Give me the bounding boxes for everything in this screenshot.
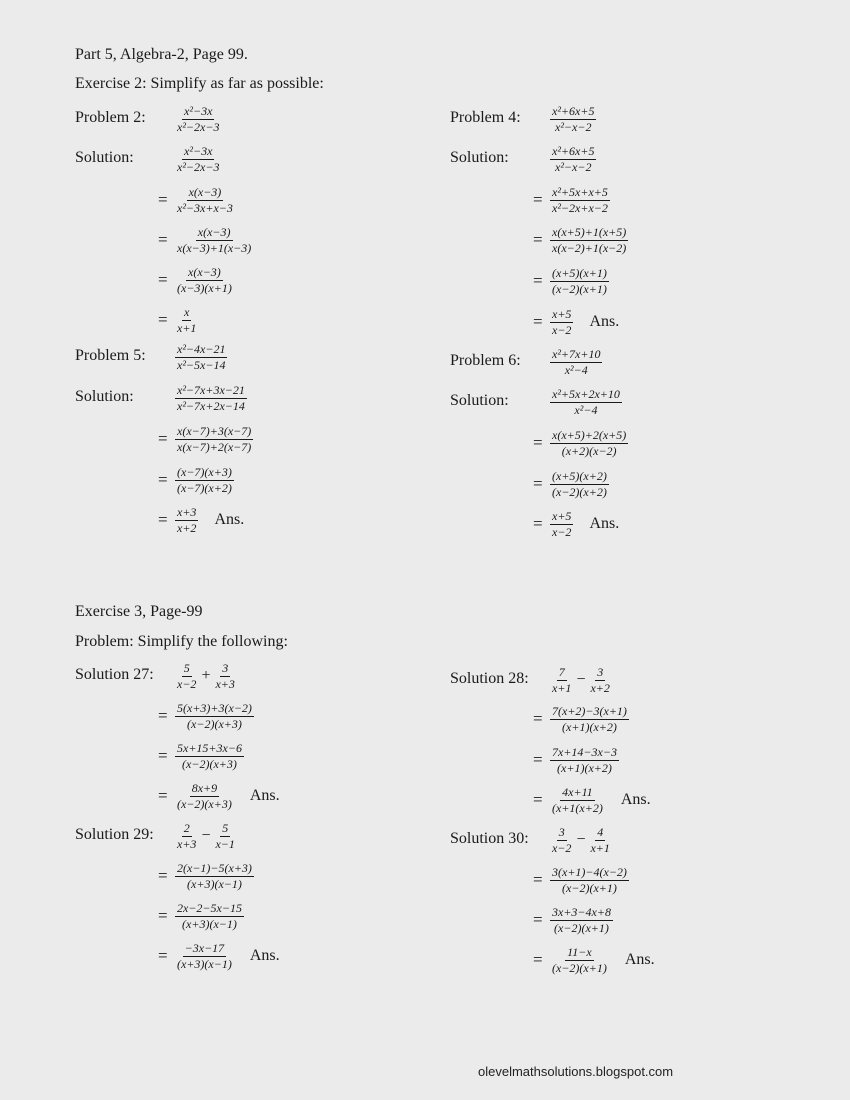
expression-row [158,378,247,418]
expression-row [158,656,237,696]
equals-sign: = [158,906,168,925]
denominator: (x+1)(x+2) [562,719,617,734]
denominator: x(x−2)+1(x−2) [552,240,627,255]
expression-row [158,337,227,377]
fraction [175,901,244,932]
fraction [550,104,596,135]
numerator: 7(x+2)−3(x+1) [552,703,627,718]
denominator: x−2 [177,676,197,691]
numerator: x(x−3) [197,224,231,239]
denominator: (x−3)(x+1) [177,280,232,295]
problem-label: Solution: [450,392,509,409]
fraction [175,144,221,175]
expression-row [533,660,612,700]
equals-sign: = [533,433,543,452]
fraction [213,821,236,852]
numerator: 2(x−1)−5(x+3) [177,860,252,875]
fraction [175,505,198,536]
numerator: x(x−7)+3(x−7) [177,423,252,438]
denominator: (x−2)(x+3) [177,796,232,811]
numerator: 2x−2−5x−15 [177,900,242,915]
numerator: 3 [597,664,604,679]
expression-row [533,820,612,860]
denominator: (x−2)(x+1) [554,920,609,935]
numerator: x+5 [552,508,572,523]
denominator: x²−2x−3 [177,119,220,134]
denominator: (x+3)(x−1) [187,876,242,891]
numerator: 3 [222,660,229,675]
equals-sign: = [533,870,543,889]
answer-label: Ans. [249,947,280,964]
footer-url: olevelmathsolutions.blogspot.com [478,1064,674,1079]
denominator: (x−2)(x+1) [562,880,617,895]
numerator: 11−x [567,944,592,959]
denominator: x²−x−2 [555,119,592,134]
expression-row [533,99,596,139]
equals-sign: = [533,474,543,493]
equation-step [158,776,280,816]
answer-label: Ans. [589,515,620,532]
denominator: x−2 [552,840,572,855]
answer-label: Ans. [620,791,651,808]
operator: − [201,827,211,844]
denominator: x−1 [215,836,235,851]
fraction [550,945,609,976]
denominator: x²−x−2 [555,159,592,174]
equation-step [533,900,613,940]
numerator: x [184,304,190,319]
fraction [175,265,234,296]
expression-row [158,816,237,856]
equals-sign: = [158,786,168,805]
operator: − [576,671,586,688]
equals-sign: = [533,709,543,728]
problem-label: Solution 30: [450,830,529,847]
equation-step [158,260,234,300]
equals-sign: = [158,746,168,765]
equation-step [533,940,655,980]
problem-label: Solution: [75,149,134,166]
numerator: 5(x+3)+3(x−2) [177,700,252,715]
equation-step [158,736,244,776]
numerator: x²+7x+10 [552,346,601,361]
expression-row [533,342,602,382]
equals-sign: = [158,310,168,329]
numerator: x²−3x [184,103,213,118]
fraction [550,469,609,500]
equation-step [158,936,280,976]
fraction [175,383,247,414]
expression-row [533,139,596,179]
fraction [550,144,596,175]
equation-step [533,220,628,260]
equation-step [533,740,619,780]
numerator: (x+5)(x+1) [552,265,607,280]
numerator: x(x−3) [188,184,222,199]
denominator: x²−2x+x−2 [552,200,608,215]
equals-sign: = [158,190,168,209]
denominator: (x−2)(x+3) [182,756,237,771]
numerator: 5 [183,660,190,675]
numerator: x²−7x+3x−21 [177,382,245,397]
fraction [550,266,609,297]
answer-label: Ans. [214,511,245,528]
denominator: x²−2x−3 [177,159,220,174]
denominator: x(x−7)+2(x−7) [177,439,252,454]
denominator: x+1 [552,680,572,695]
numerator: x+3 [177,504,197,519]
equation-step [533,464,609,504]
equals-sign: = [533,230,543,249]
problem-label: Solution 28: [450,670,529,687]
equation-step [158,220,253,260]
equals-sign: = [533,790,543,809]
numerator: x²+5x+2x+10 [552,386,620,401]
fraction [550,307,573,338]
fraction [213,661,236,692]
denominator: (x−2)(x+1) [552,281,607,296]
numerator: x(x+5)+1(x+5) [552,224,627,239]
equation-step [533,180,610,220]
problem-label: Solution: [75,388,134,405]
problem-label: Problem 2: [75,109,146,126]
equation-step [533,504,619,544]
equation-step [533,860,629,900]
fraction [550,865,629,896]
denominator: (x−2)(x+1) [552,960,607,975]
fraction [588,665,611,696]
fraction [550,745,619,776]
numerator: 4 [597,824,604,839]
fraction [550,347,602,378]
numerator: 7x+14−3x−3 [552,744,617,759]
equals-sign: = [158,470,168,489]
fraction [175,821,198,852]
numerator: x(x−3) [188,264,221,279]
denominator: x²−4 [574,402,598,417]
equals-sign: = [158,706,168,725]
fraction [175,185,235,216]
numerator: 3(x+1)−4(x−2) [552,864,627,879]
equation-step [533,302,619,342]
numerator: (x+5)(x+2) [552,468,607,483]
denominator: (x−7)(x+2) [177,480,232,495]
fraction [175,104,221,135]
exercise-3-instruction: Problem: Simplify the following: [75,633,288,650]
numerator: 3x+3−4x+8 [552,904,611,919]
equation-step [158,300,198,340]
equals-sign: = [158,510,168,529]
page-title: Part 5, Algebra-2, Page 99. [75,46,248,63]
denominator: x+3 [215,676,235,691]
fraction [550,225,628,256]
equation-step [158,856,254,896]
fraction [550,509,573,540]
fraction [175,941,234,972]
equation-step [533,423,628,463]
numerator: x²+6x+5 [552,143,595,158]
problem-label: Problem 4: [450,109,521,126]
numerator: 5 [222,820,229,835]
exercise-2-heading: Exercise 2: Simplify as far as possible: [75,75,324,92]
fraction [550,825,573,856]
numerator: x²+5x+x+5 [552,184,608,199]
fraction [175,342,227,373]
denominator: (x+1)(x+2) [557,760,612,775]
answer-label: Ans. [624,951,655,968]
fraction [175,741,244,772]
fraction [175,465,234,496]
numerator: x²−3x [184,143,213,158]
numerator: x²+6x+5 [552,103,595,118]
denominator: (x+2)(x−2) [561,443,617,458]
equals-sign: = [158,429,168,448]
answer-label: Ans. [589,313,620,330]
fraction [550,387,622,418]
denominator: x+3 [177,836,197,851]
fraction [175,701,254,732]
equals-sign: = [158,270,168,289]
fraction [550,185,610,216]
equals-sign: = [158,946,168,965]
equals-sign: = [533,910,543,929]
operator: + [201,667,211,684]
equals-sign: = [533,950,543,969]
equals-sign: = [533,271,543,290]
denominator: x²−7x+2x−14 [177,398,245,413]
numerator: (x−7)(x+3) [177,464,232,479]
fraction [550,905,613,936]
numerator: x²−4x−21 [177,341,226,356]
equation-step [533,699,629,739]
denominator: (x+1(x+2) [552,800,603,815]
problem-label: Problem 6: [450,352,521,369]
fraction [175,305,198,336]
denominator: x−2 [552,322,572,337]
denominator: x+2 [590,680,610,695]
equation-step [533,261,609,301]
problem-label: Solution 27: [75,666,154,683]
numerator: 5x+15+3x−6 [177,740,242,755]
numerator: x+5 [552,306,572,321]
denominator: x(x−3)+1(x−3) [177,240,252,255]
equation-step [158,896,244,936]
exercise-3-heading: Exercise 3, Page-99 [75,603,203,620]
expression-row [158,99,221,139]
numerator: 7 [558,664,565,679]
problem-label: Solution: [450,149,509,166]
equals-sign: = [533,750,543,769]
fraction [175,781,234,812]
problem-label: Problem 5: [75,347,146,364]
denominator: (x+3)(x−1) [177,956,232,971]
fraction [175,861,254,892]
expression-row [158,139,221,179]
numerator: −3x−17 [184,940,225,955]
fraction [175,225,253,256]
numerator: x(x+5)+2(x+5) [552,427,627,442]
denominator: x+1 [590,840,610,855]
denominator: x²−5x−14 [177,357,226,372]
fraction [175,424,253,455]
numerator: 4x+11 [562,784,593,799]
fraction [175,661,198,692]
denominator: x²−4 [564,362,588,377]
fraction [588,825,611,856]
equals-sign: = [533,514,543,533]
equation-step [158,500,244,540]
problem-label: Solution 29: [75,826,154,843]
denominator: x−2 [552,524,572,539]
equals-sign: = [533,312,543,331]
equation-step [158,696,254,736]
equation-step [533,780,651,820]
expression-row [533,382,622,422]
equals-sign: = [158,230,168,249]
denominator: x+1 [177,320,197,335]
equals-sign: = [158,866,168,885]
equation-step [158,460,234,500]
equation-step [158,180,235,220]
denominator: (x−2)(x+2) [552,484,607,499]
numerator: 8x+9 [191,780,218,795]
operator: − [576,831,586,848]
fraction [550,785,605,816]
denominator: (x+3)(x−1) [182,916,237,931]
numerator: 2 [183,820,190,835]
denominator: (x−2)(x+3) [187,716,242,731]
equals-sign: = [533,190,543,209]
denominator: x+2 [177,520,197,535]
numerator: 3 [558,824,565,839]
denominator: x²−3x+x−3 [177,200,233,215]
answer-label: Ans. [249,787,280,804]
equation-step [158,419,253,459]
fraction [550,665,573,696]
fraction [550,428,628,459]
fraction [550,704,629,735]
